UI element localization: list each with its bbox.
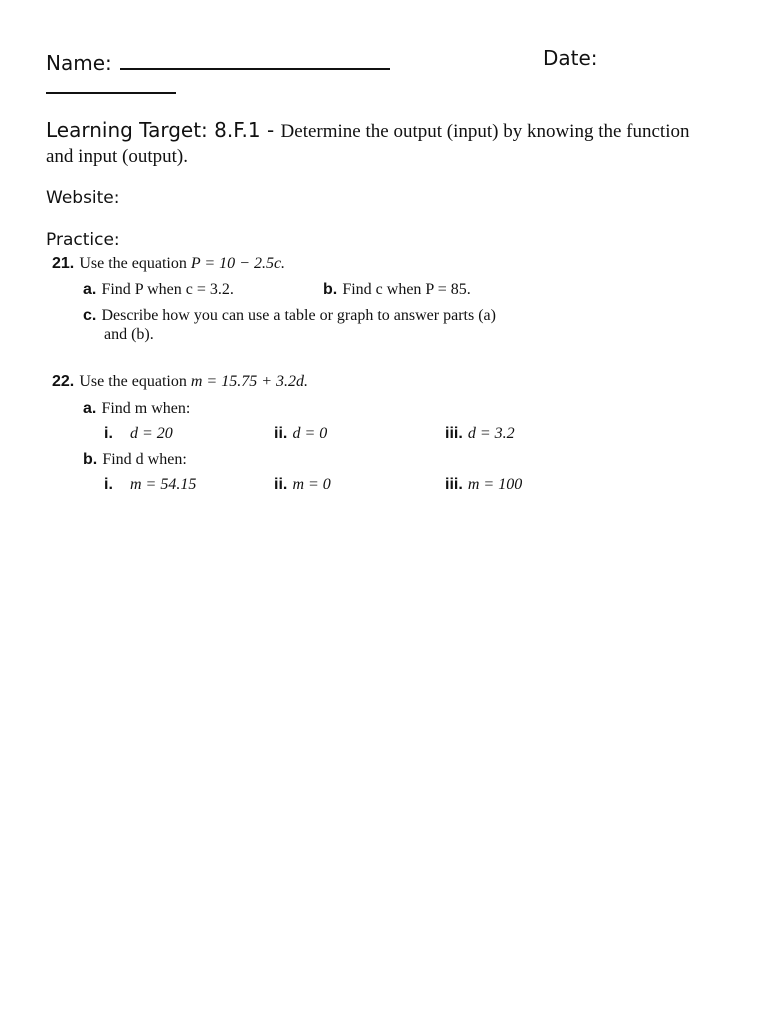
subpart-text: d = 20	[129, 425, 173, 442]
subpart-label: iii.	[445, 476, 463, 493]
name-field	[46, 46, 390, 75]
problem-equation: P = 10 − 2.5c.	[190, 255, 286, 272]
date-blank-line[interactable]	[46, 88, 176, 94]
name-blank-line[interactable]	[120, 46, 390, 70]
problem-equation: m = 15.75 + 3.2d.	[190, 373, 309, 390]
learning-target-line1	[46, 118, 690, 143]
practice-label: Practice:	[46, 230, 120, 250]
problem-22b-iii	[445, 474, 522, 494]
learning-target-code: 8.F.1 -	[214, 118, 275, 142]
problem-number: 22.	[52, 373, 75, 390]
problem-21c-cont: and (b).	[104, 326, 154, 343]
problem-22-stem	[52, 371, 308, 391]
website-label: Website:	[46, 188, 120, 208]
name-label: Name:	[46, 51, 112, 75]
problem-22a-ii	[274, 423, 327, 443]
problem-22b	[83, 449, 187, 469]
part-label: b.	[83, 451, 98, 468]
part-text: Find m when:	[101, 400, 191, 417]
date-label: Date:	[543, 46, 598, 70]
learning-target-description: Determine the output (input) by knowing the function	[280, 121, 690, 142]
subpart-text: d = 3.2	[467, 425, 515, 442]
problem-22a-i	[104, 423, 173, 443]
problem-21a	[83, 279, 234, 299]
problem-stem-text: Use the equation	[79, 255, 191, 272]
part-label: b.	[323, 281, 338, 298]
learning-target-description-cont: and input (output).	[46, 146, 188, 167]
problem-22b-i	[104, 474, 196, 494]
part-text: Find P when c = 3.2.	[101, 281, 234, 298]
subpart-text: m = 54.15	[129, 476, 197, 493]
subpart-text: m = 0	[292, 476, 331, 493]
part-text: Describe how you can use a table or graph to answer parts (a)	[101, 307, 496, 324]
problem-21-stem	[52, 253, 285, 273]
part-label: a.	[83, 281, 97, 298]
subpart-label: i.	[104, 476, 113, 493]
problem-stem-text: Use the equation	[79, 373, 191, 390]
problem-22a-iii	[445, 423, 515, 443]
part-label: a.	[83, 400, 97, 417]
subpart-text: d = 0	[292, 425, 328, 442]
subpart-label: i.	[104, 425, 113, 442]
subpart-label: ii.	[274, 425, 288, 442]
problem-21c	[83, 305, 496, 325]
part-text: Find c when P = 85.	[342, 281, 471, 298]
subpart-label: iii.	[445, 425, 463, 442]
subpart-label: ii.	[274, 476, 288, 493]
problem-number: 21.	[52, 255, 75, 272]
learning-target-label: Learning Target:	[46, 118, 208, 142]
problem-22a	[83, 398, 190, 418]
problem-22b-ii	[274, 474, 331, 494]
problem-21b	[323, 279, 471, 299]
part-text: Find d when:	[102, 451, 187, 468]
subpart-text: m = 100	[467, 476, 523, 493]
part-label: c.	[83, 307, 97, 324]
